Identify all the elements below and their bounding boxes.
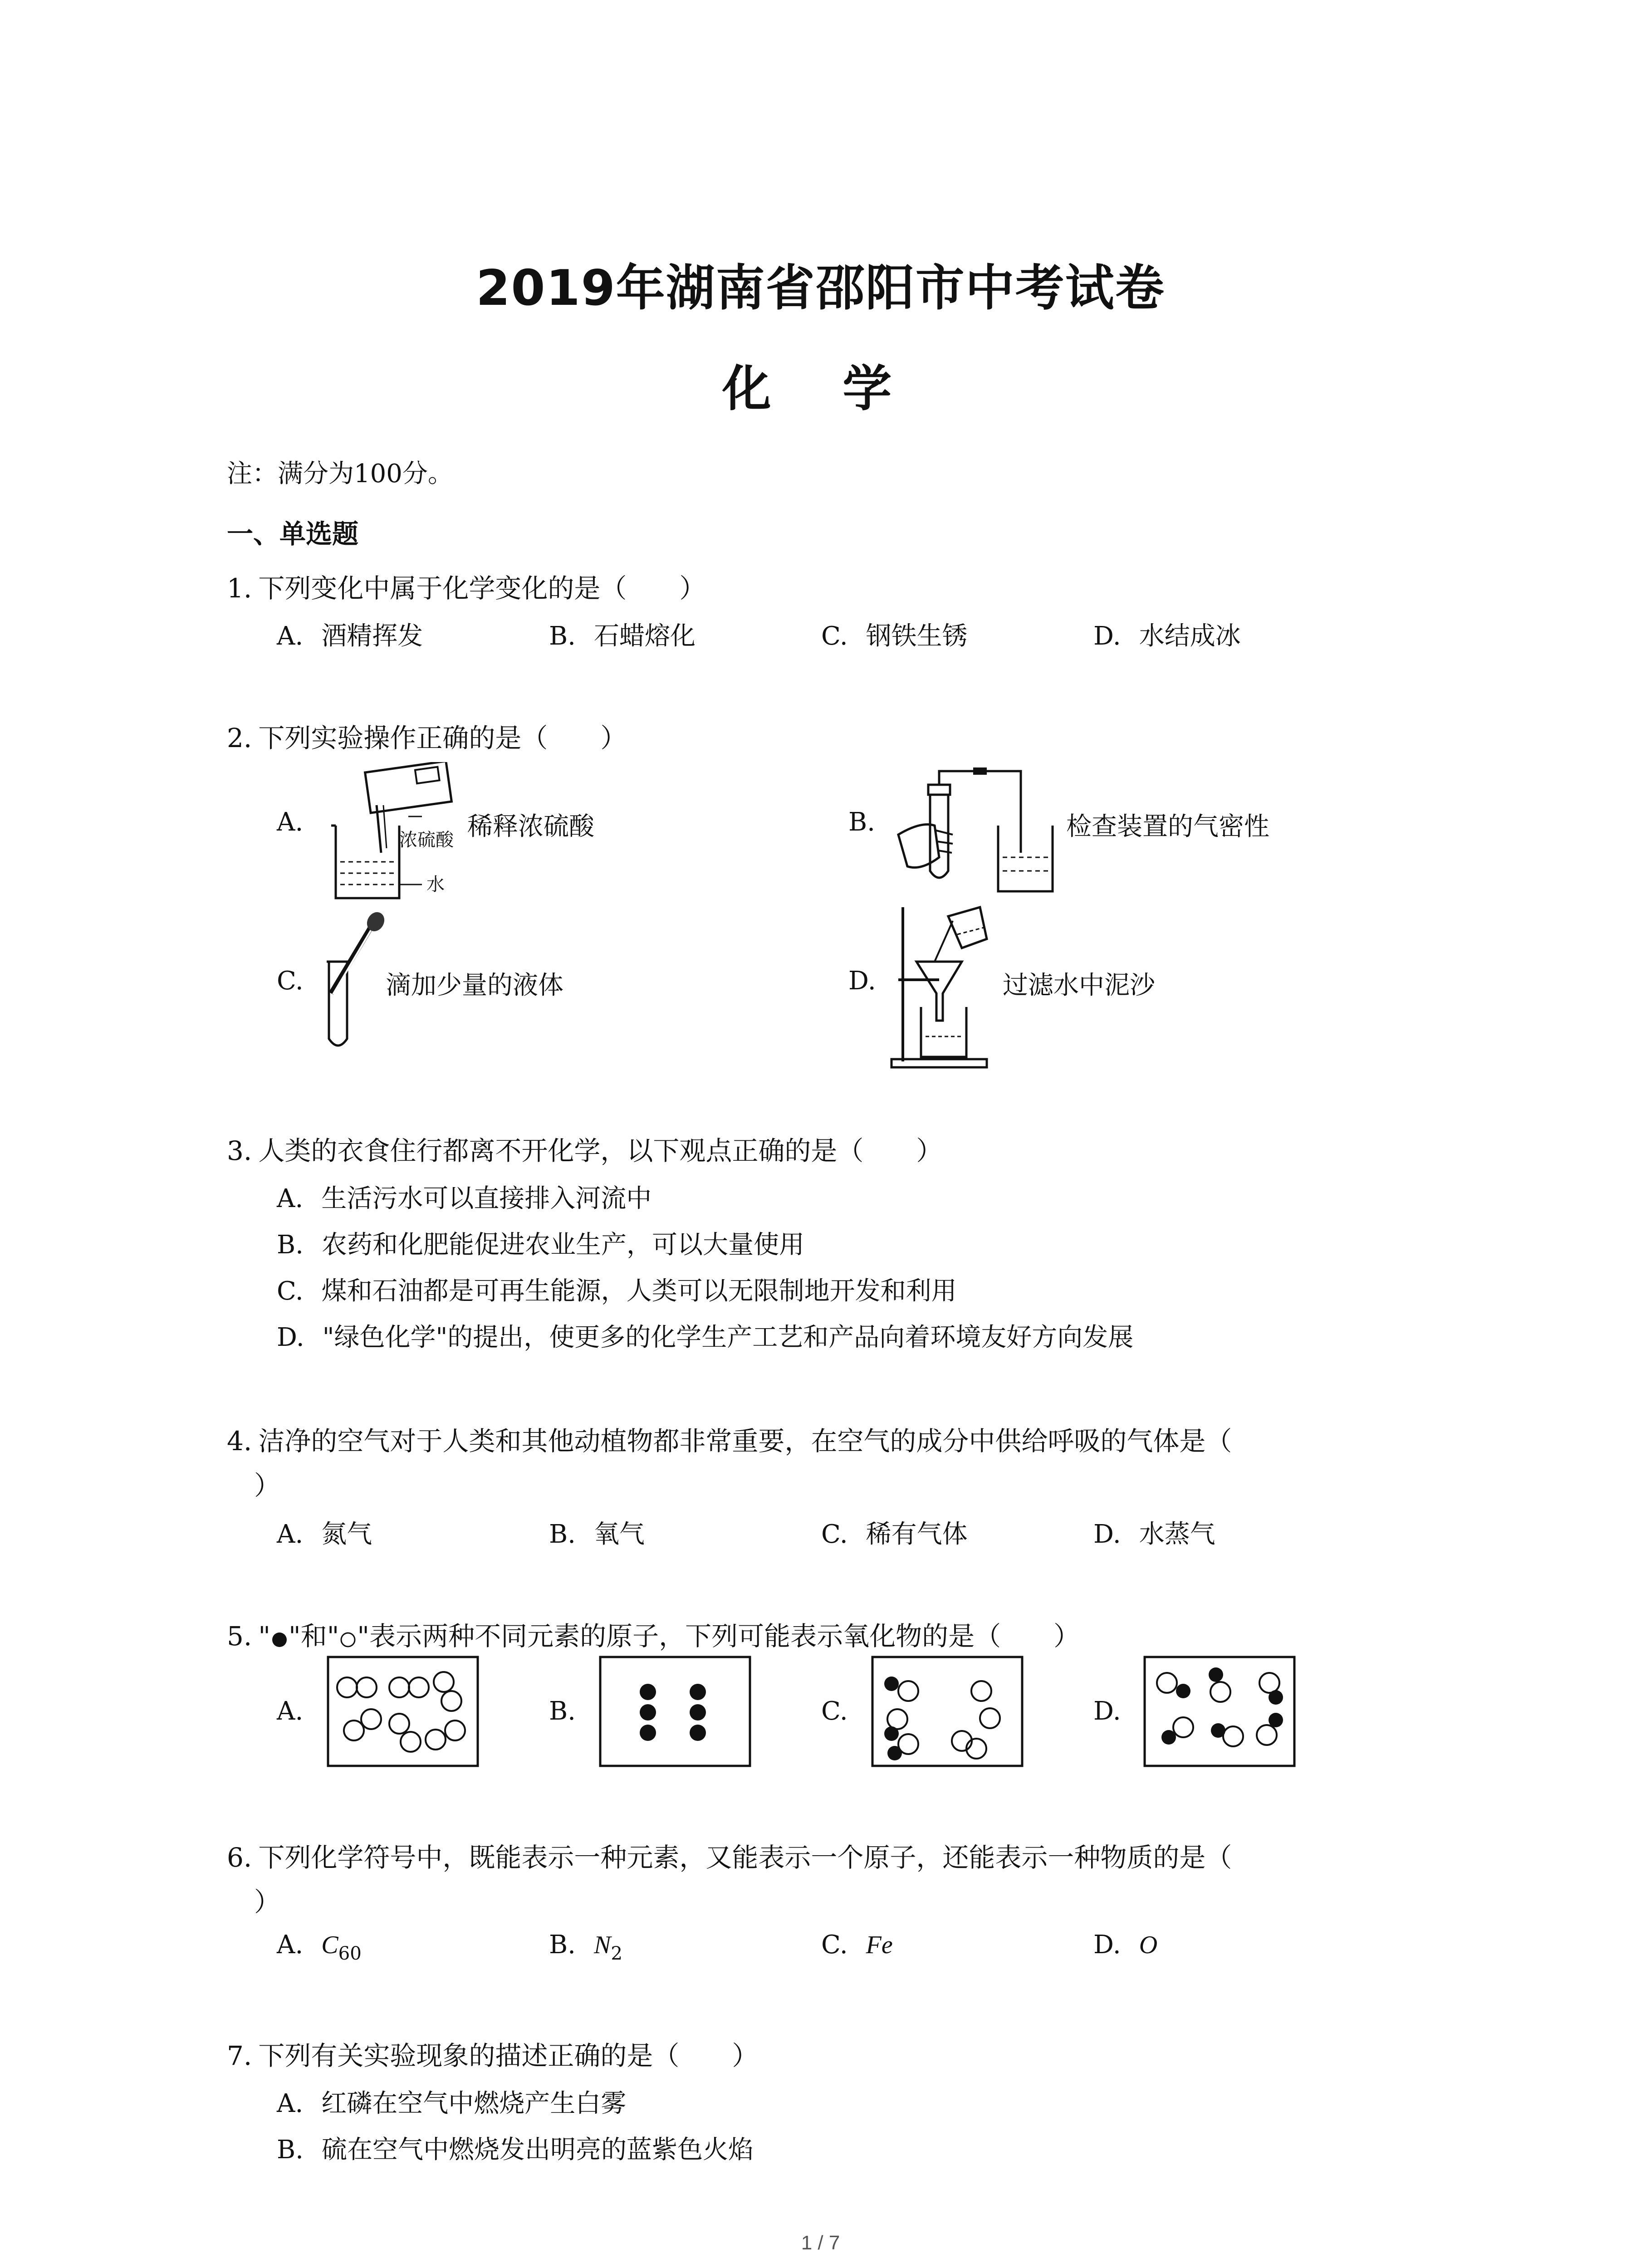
question-5: 5. " "和" "表示两种不同元素的原子，下列可能表示氧化物的是（ ） <box>227 1621 1080 1652</box>
white-atom-icon <box>339 1630 357 1648</box>
question-text: 下列实验操作正确的是（ ） <box>258 723 627 753</box>
question-number: 5. <box>227 1621 252 1652</box>
q1-option-a: A. 酒精挥发 <box>277 621 423 651</box>
q7-option-a: A. 红磷在空气中燃烧产生白雾 <box>277 2089 627 2118</box>
q3-option-d: D. "绿色化学"的提出，使更多的化学生产工艺和产品向着环境友好方向发展 <box>277 1323 1134 1352</box>
q2-option-b-text: 检查装置的气密性 <box>1066 812 1269 841</box>
question-7 <box>227 2034 758 2072</box>
q4-option-d: D. 水蒸气 <box>1093 1520 1215 1549</box>
black-atom-icon <box>270 1630 289 1648</box>
q4-option-c: C. 稀有气体 <box>821 1520 968 1549</box>
molecule-box-c <box>871 1656 1025 1769</box>
question-6 <box>227 1836 1232 1874</box>
subject-title: 化 学 <box>722 361 919 417</box>
fig-label-acid: 浓硫酸 <box>399 830 454 850</box>
question-number: 1. <box>227 573 252 604</box>
molecule-box-d <box>1143 1656 1298 1769</box>
q2-option-a-label: A. <box>277 807 304 837</box>
q5-option-b-label: B. <box>549 1696 576 1726</box>
question-text: 洁净的空气对于人类和其他动植物都非常重要，在空气的成分中供给呼吸的气体是（ <box>258 1426 1232 1457</box>
question-text: 下列化学符号中，既能表示一种元素，又能表示一个原子，还能表示一种物质的是（ <box>258 1842 1232 1873</box>
q1-option-c: C. 钢铁生锈 <box>821 621 968 651</box>
question-4 <box>227 1420 1232 1458</box>
q6-option-a: A. $C_{60}$ <box>277 1930 362 1965</box>
q3-option-a: A. 生活污水可以直接排入河流中 <box>277 1184 652 1213</box>
question-6-continuation: ） <box>254 1887 281 1917</box>
q2-option-c-label: C. <box>277 966 304 996</box>
question-number: 7. <box>227 2040 252 2071</box>
q5-option-d-label: D. <box>1093 1696 1121 1726</box>
question-3 <box>227 1129 942 1168</box>
question-text: 人类的衣食住行都离不开化学，以下观点正确的是（ ） <box>258 1135 943 1166</box>
q6-option-d: D. O <box>1093 1930 1158 1960</box>
q6-option-b: B. $N_2$ <box>549 1930 622 1965</box>
q6-option-c: C. Fe <box>821 1930 893 1960</box>
q3-option-c: C. 煤和石油都是可再生能源，人类可以无限制地开发和利用 <box>277 1276 957 1306</box>
q5-option-a-label: A. <box>277 1696 304 1726</box>
page-number: 1 / 7 <box>801 2232 840 2254</box>
question-number: 2. <box>227 723 252 753</box>
q5-option-c-label: C. <box>821 1696 848 1726</box>
question-1 <box>227 567 705 605</box>
question-4-continuation: ） <box>254 1470 281 1501</box>
q3-option-b: B. 农药和化肥能促进农业生产，可以大量使用 <box>277 1230 804 1260</box>
q2-option-c-text: 滴加少量的液体 <box>386 971 563 1000</box>
score-note: 注：满分为100分。 <box>227 459 453 489</box>
question-text: 下列变化中属于化学变化的是（ ） <box>258 573 706 604</box>
q4-option-a: A. 氮气 <box>277 1520 372 1549</box>
question-number: 6. <box>227 1842 252 1873</box>
q7-option-b: B. 硫在空气中燃烧发出明亮的蓝紫色火焰 <box>277 2135 754 2165</box>
airtightness-figure <box>894 767 1066 898</box>
page-title: 2019年湖南省邵阳市中考试卷 <box>476 260 1165 317</box>
question-text: 下列有关实验现象的描述正确的是（ ） <box>258 2040 759 2071</box>
q2-option-a-text: 稀释浓硫酸 <box>467 812 594 841</box>
question-number: 3. <box>227 1135 252 1166</box>
q2-option-d-text: 过滤水中泥沙 <box>1003 971 1155 1000</box>
q1-option-b: B. 石蜡熔化 <box>549 621 696 651</box>
question-2 <box>227 717 627 755</box>
section-title: 一、单选题 <box>227 518 359 549</box>
fig-label-water: 水 <box>426 874 445 895</box>
q2-option-b-label: B. <box>848 807 875 837</box>
molecule-box-a <box>327 1656 481 1769</box>
filtration-figure <box>889 903 994 1070</box>
q1-option-d: D. 水结成冰 <box>1093 621 1241 651</box>
q4-option-b: B. 氧气 <box>549 1520 645 1549</box>
q2-option-d-label: D. <box>848 966 876 996</box>
molecule-box-b <box>599 1656 753 1769</box>
question-number: 4. <box>227 1426 252 1457</box>
